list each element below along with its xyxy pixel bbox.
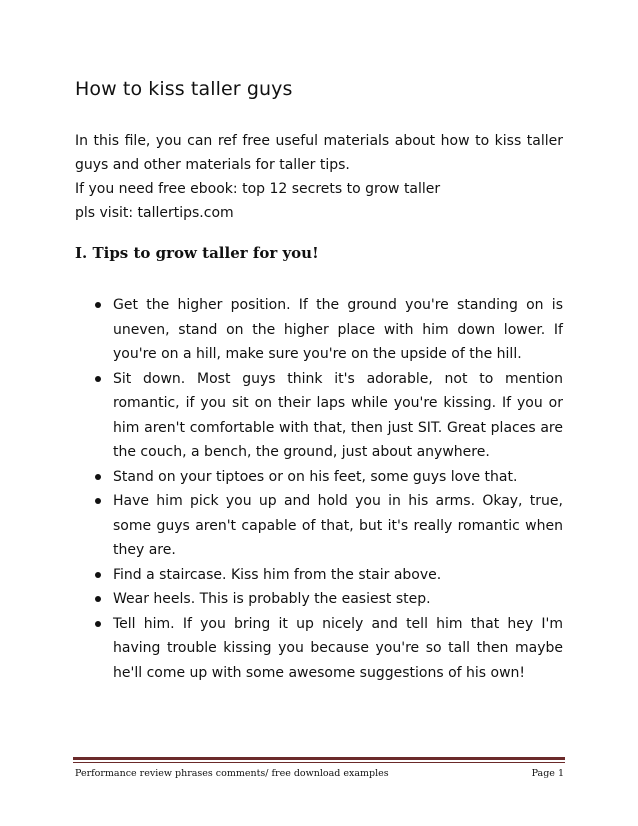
page-title: How to kiss taller guys xyxy=(75,78,293,100)
intro-paragraph: In this file, you can ref free useful materials about how to kiss taller guys and other materials for taller tips. xyxy=(75,133,563,173)
bullet-icon xyxy=(95,498,101,504)
list-item-text: Tell him. If you bring it up nicely and tell him that hey I'm having trouble kissing you because you're so tall then maybe he'll come up with some awesome suggestions of his own! xyxy=(113,615,563,681)
list-item-text: Have him pick you up and hold you in his arms. Okay, true, some guys aren't capable of that, but it's really romantic when they are. xyxy=(113,493,563,558)
bullet-icon xyxy=(95,376,101,382)
page-number: Page 1 xyxy=(531,768,564,779)
intro-block xyxy=(75,129,563,225)
footer-text: Performance review phrases comments/ free download examples xyxy=(75,768,389,779)
list-item-text: Sit down. Most guys think it's adorable, not to mention romantic, if you sit on their laps while you're kissing. If you or him aren't comfortable with that, then just SIT. Great places are the couch, a bench, the ground, just about anywhere. xyxy=(113,370,563,460)
list-item xyxy=(95,465,563,490)
footer-divider xyxy=(73,757,565,760)
intro-ebook-line: If you need free ebook: top 12 secrets to grow taller xyxy=(75,181,441,197)
list-item-text: Find a staircase. Kiss him from the stair above. xyxy=(113,566,442,583)
list-item xyxy=(95,612,563,686)
list-item xyxy=(95,293,563,367)
list-item xyxy=(95,587,563,612)
list-item-text: Wear heels. This is probably the easiest step. xyxy=(113,591,431,607)
bullet-icon xyxy=(95,621,101,627)
list-item-text: Get the higher position. If the ground you're standing on is uneven, stand on the higher place with him down lower. If you're on a hill, make sure you're on the upside of the hill. xyxy=(113,297,563,362)
bullet-icon xyxy=(95,474,101,480)
bullet-icon xyxy=(95,596,101,602)
tips-list xyxy=(95,293,563,685)
section-heading: I. Tips to grow taller for you! xyxy=(75,244,319,262)
footer-divider-thin xyxy=(73,762,565,763)
list-item-text: Stand on your tiptoes or on his feet, some guys love that. xyxy=(113,468,518,485)
bullet-icon xyxy=(95,572,101,578)
list-item xyxy=(95,563,563,588)
list-item xyxy=(95,367,563,465)
list-item xyxy=(95,489,563,563)
bullet-icon xyxy=(95,302,101,308)
intro-visit-line: pls visit: tallertips.com xyxy=(75,205,234,221)
